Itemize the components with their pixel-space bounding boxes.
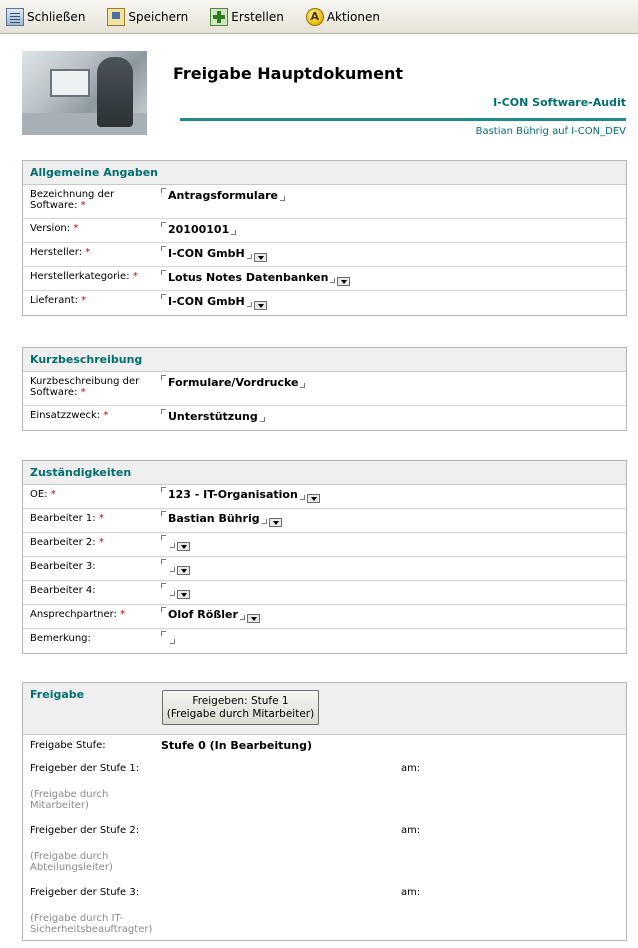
dropdown-arrow-icon[interactable] [254, 301, 267, 310]
approver2-label: Freigeber der Stufe 2: [30, 825, 140, 836]
approver2-sub: (Freigabe durch Abteilungsleiter) [30, 851, 113, 873]
category-value: Lotus Notes Datenbanken [168, 271, 329, 284]
short-desc-field[interactable] [161, 375, 305, 391]
create-button[interactable] [210, 4, 284, 30]
section-heading: Kurzbeschreibung [23, 348, 626, 372]
header-divider [180, 118, 626, 121]
section-approval [22, 682, 627, 941]
approver3-label: Freigeber der Stufe 3: [30, 887, 140, 898]
approval-body [23, 735, 626, 940]
editor2-field[interactable] [161, 535, 190, 551]
purpose-value: Unterstützung [168, 410, 258, 423]
user-line: Bastian Bührig auf I-CON_DEV [475, 126, 626, 137]
required-marker: * [98, 513, 104, 524]
editor2-label: Bearbeiter 2: [30, 537, 96, 548]
approve-button-line1: Freigeben: Stufe 1 [192, 695, 289, 707]
approver1-label: Freigeber der Stufe 1: [30, 763, 140, 774]
document-close-icon [6, 8, 24, 26]
approval-header [23, 683, 626, 735]
manufacturer-label: Hersteller: [30, 247, 83, 258]
contact-value: Olof Rößler [168, 608, 238, 621]
remark-field[interactable] [161, 631, 175, 644]
software-value: Antragsformulare [168, 189, 279, 202]
row-supplier [23, 291, 626, 315]
approver3-sub: (Freigabe durch IT-Sicherheitsbeauftragter) [30, 913, 153, 935]
required-marker: * [80, 387, 86, 398]
software-label: Bezeichnung der Software: [30, 189, 115, 211]
create-icon [210, 8, 228, 26]
actions-button[interactable] [306, 4, 380, 30]
row-editor4 [23, 581, 626, 605]
supplier-value: I-CON GmbH [168, 295, 245, 308]
required-marker: * [120, 609, 126, 620]
remark-label: Bemerkung: [30, 633, 91, 644]
app-name: I-CON Software-Audit [493, 96, 626, 109]
contact-field[interactable] [161, 607, 260, 623]
required-marker: * [103, 410, 109, 421]
row-editor1 [23, 509, 626, 533]
supplier-label: Lieferant: [30, 295, 79, 306]
required-marker: * [73, 223, 79, 234]
contact-label: Ansprechpartner: [30, 609, 117, 620]
approver2-date-label: am: [401, 825, 421, 836]
version-label: Version: [30, 223, 71, 234]
dropdown-arrow-icon[interactable] [269, 518, 282, 527]
create-label: Erstellen [231, 9, 284, 24]
short-desc-value: Formulare/Vordrucke [168, 376, 299, 389]
section-responsibilities [22, 460, 627, 654]
software-field[interactable] [161, 188, 285, 204]
dropdown-arrow-icon[interactable] [307, 494, 320, 503]
section-heading: Allgemeine Angaben [23, 161, 626, 185]
section-summary [22, 347, 627, 431]
dropdown-arrow-icon[interactable] [254, 253, 267, 262]
manufacturer-field[interactable] [161, 246, 267, 262]
row-editor3 [23, 557, 626, 581]
row-category [23, 267, 626, 291]
dropdown-arrow-icon[interactable] [177, 542, 190, 551]
actions-label: Aktionen [326, 9, 380, 24]
purpose-label: Einsatzzweck: [30, 410, 101, 421]
editor3-field[interactable] [161, 559, 190, 575]
approver3-date-label: am: [401, 887, 421, 898]
editor3-label: Bearbeiter 3: [30, 561, 96, 572]
header-photo [22, 51, 147, 135]
category-field[interactable] [161, 270, 350, 286]
editor4-label: Bearbeiter 4: [30, 585, 96, 596]
editor4-field[interactable] [161, 583, 190, 599]
category-label: Herstellerkategorie: [30, 271, 130, 282]
page-title: Freigabe Hauptdokument [173, 64, 403, 83]
required-marker: * [85, 247, 91, 258]
save-label: Speichern [128, 9, 189, 24]
required-marker: * [98, 537, 104, 548]
approve-stage1-button[interactable] [162, 690, 319, 725]
version-field[interactable] [161, 222, 236, 238]
save-button[interactable] [107, 4, 188, 30]
close-label: Schließen [27, 9, 86, 24]
required-marker: * [132, 271, 138, 282]
manufacturer-value: I-CON GmbH [168, 247, 245, 260]
purpose-field[interactable] [161, 409, 265, 425]
oe-label: OE: [30, 489, 48, 500]
stage-value: Stufe 0 (In Bearbeitung) [161, 739, 312, 752]
row-software [23, 185, 626, 219]
dropdown-arrow-icon[interactable] [247, 614, 260, 623]
actions-icon: A [306, 8, 324, 26]
short-desc-label: Kurzbeschreibung der Software: [30, 376, 140, 398]
dropdown-arrow-icon[interactable] [177, 566, 190, 575]
row-remark [23, 629, 626, 653]
row-short-desc [23, 372, 626, 406]
row-oe [23, 485, 626, 509]
row-manufacturer [23, 243, 626, 267]
required-marker: * [80, 200, 86, 211]
approve-button-line2: (Freigabe durch Mitarbeiter) [166, 708, 315, 720]
editor1-label: Bearbeiter 1: [30, 513, 96, 524]
editor1-field[interactable] [161, 511, 282, 527]
supplier-field[interactable] [161, 294, 267, 310]
version-value: 20100101 [168, 223, 230, 236]
save-icon [107, 8, 125, 26]
section-heading: Freigabe [30, 688, 85, 701]
close-button[interactable] [6, 4, 85, 30]
oe-value: 123 - IT-Organisation [168, 488, 298, 501]
row-version [23, 219, 626, 243]
oe-field[interactable] [161, 487, 320, 503]
row-purpose [23, 406, 626, 430]
approver1-date-label: am: [401, 763, 421, 774]
stage-label: Freigabe Stufe: [30, 740, 106, 751]
dropdown-arrow-icon[interactable] [337, 277, 350, 286]
row-contact [23, 605, 626, 629]
section-heading: Zuständigkeiten [23, 461, 626, 485]
toolbar [0, 0, 638, 34]
approver1-sub: (Freigabe durch Mitarbeiter) [30, 789, 109, 811]
required-marker: * [50, 489, 56, 500]
row-editor2 [23, 533, 626, 557]
required-marker: * [81, 295, 87, 306]
section-general [22, 160, 627, 316]
dropdown-arrow-icon[interactable] [177, 590, 190, 599]
editor1-value: Bastian Bührig [168, 512, 260, 525]
